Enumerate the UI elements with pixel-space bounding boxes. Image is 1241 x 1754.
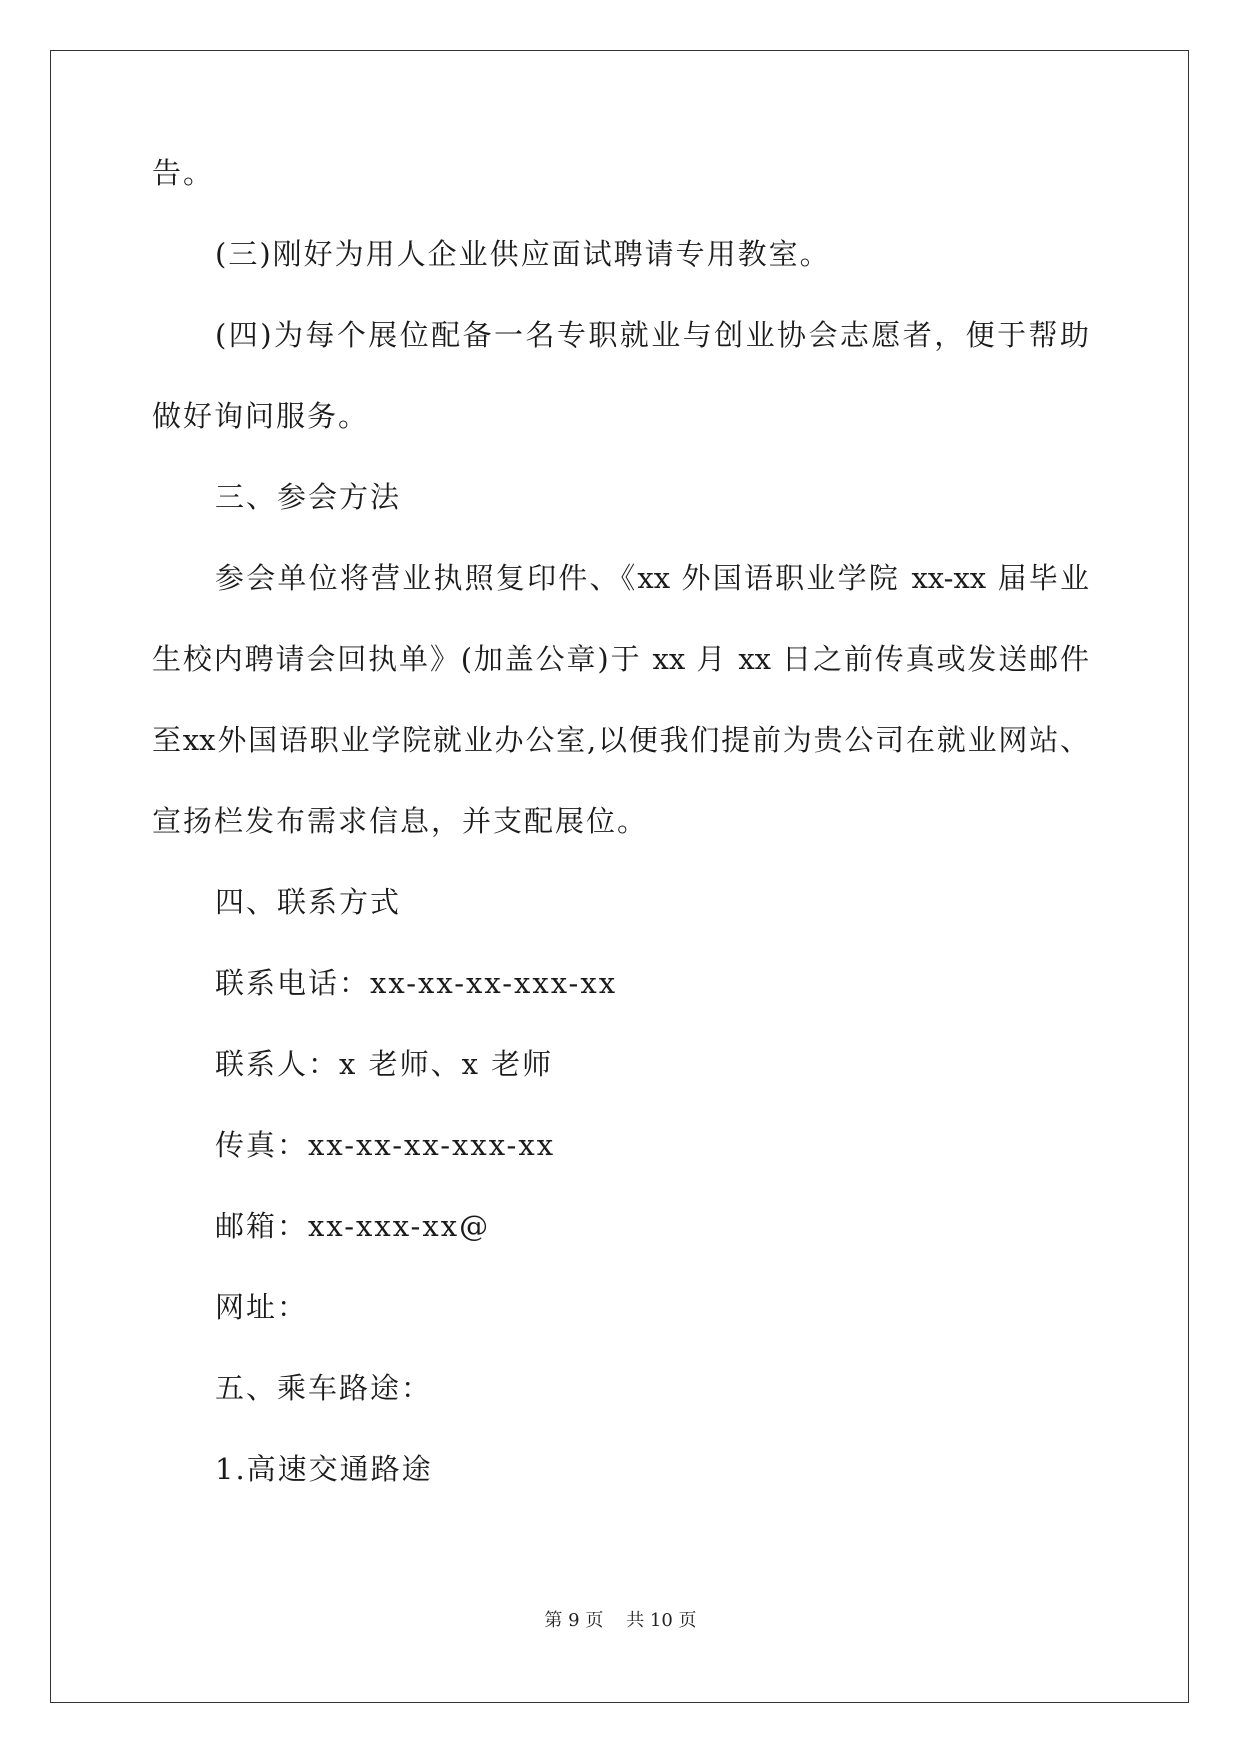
page-number-footer: 第 9 页 共 10 页 bbox=[544, 1610, 697, 1631]
contact-website: 网址： bbox=[215, 1290, 309, 1324]
text-line-1: 告。 bbox=[152, 156, 215, 190]
contact-person: 联系人：x 老师、x 老师 bbox=[215, 1047, 554, 1081]
text-line-7: 生校内聘请会回执单》(加盖公章)于 xx 月 xx 日之前传真或发送邮件 bbox=[152, 642, 1089, 676]
text-line-2: (三)刚好为用人企业供应面试聘请专用教室。 bbox=[215, 237, 831, 271]
text-line-8: 至xx外国语职业学院就业办公室,以便我们提前为贵公司在就业网站、 bbox=[152, 723, 1089, 757]
section-heading-3: 三、参会方法 bbox=[215, 480, 402, 514]
route-item-1: 1.高速交通路途 bbox=[215, 1452, 433, 1486]
text-line-6: 参会单位将营业执照复印件、《xx 外国语职业学院 xx-xx 届毕业 bbox=[215, 561, 1089, 595]
text-line-9: 宣扬栏发布需求信息，并支配展位。 bbox=[152, 804, 649, 838]
text-line-3: (四)为每个展位配备一名专职就业与创业协会志愿者，便于帮助 bbox=[215, 318, 1089, 352]
contact-email: 邮箱：xx-xxx-xx@ bbox=[215, 1209, 491, 1243]
contact-phone: 联系电话：xx-xx-xx-xxx-xx bbox=[215, 966, 618, 1000]
text-line-4: 做好询问服务。 bbox=[152, 399, 370, 433]
section-heading-5: 五、乘车路途： bbox=[215, 1371, 433, 1405]
contact-fax: 传真：xx-xx-xx-xxx-xx bbox=[215, 1128, 556, 1162]
section-heading-4: 四、联系方式 bbox=[215, 885, 402, 919]
